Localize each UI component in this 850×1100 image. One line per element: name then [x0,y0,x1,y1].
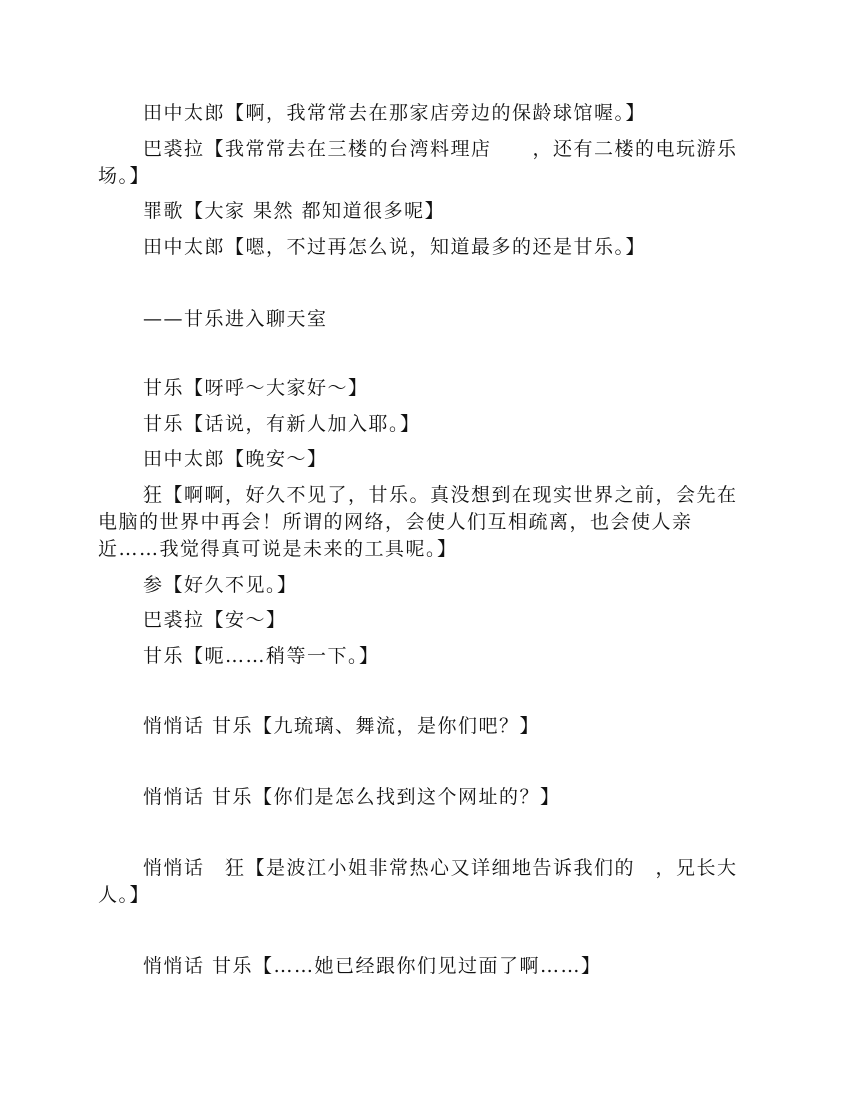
paragraph-system-message: ——甘乐进入聊天室 [143,308,328,330]
paragraph-dialogue: 田中太郎【嗯，不过再怎么说，知道最多的还是甘乐。】 [143,236,647,258]
paragraph-dialogue: 田中太郎【晚安～】 [143,448,328,470]
paragraph-dialogue: 甘乐【呀呼～大家好～】 [143,377,369,399]
paragraph-dialogue: 巴裘拉【安～】 [143,609,287,631]
paragraph-dialogue: 甘乐【话说，有新人加入耶。】 [143,413,421,435]
paragraph-dialogue: 巴裘拉【我常常去在三楼的台湾料理店 ，还有二楼的电玩游乐场。】 [98,138,738,187]
paragraph-dialogue: 甘乐【呃……稍等一下。】 [143,645,380,667]
paragraph-whisper: 悄悄话 甘乐【你们是怎么找到这个网址的？】 [143,786,561,808]
paragraph-dialogue: 狂【啊啊，好久不见了，甘乐。真没想到在现实世界之前，会先在电脑的世界中再会！所谓的网络，会使人们互相疏离，也会使人亲近……我觉得真可说是未来的工具呢。】 [98,484,738,560]
paragraph-whisper: 悄悄话 狂【是波江小姐非常热心又详细地告诉我们的 ，兄长大人。】 [98,857,738,906]
paragraph-dialogue: 罪歌【大家 果然 都知道很多呢】 [143,200,446,222]
paragraph-dialogue: 田中太郎【啊，我常常去在那家店旁边的保龄球馆喔。】 [143,102,647,124]
paragraph-whisper: 悄悄话 甘乐【……她已经跟你们见过面了啊……】 [143,955,602,977]
paragraph-whisper: 悄悄话 甘乐【九琉璃、舞流，是你们吧？】 [143,715,541,737]
paragraph-dialogue: 参【好久不见。】 [143,574,298,596]
